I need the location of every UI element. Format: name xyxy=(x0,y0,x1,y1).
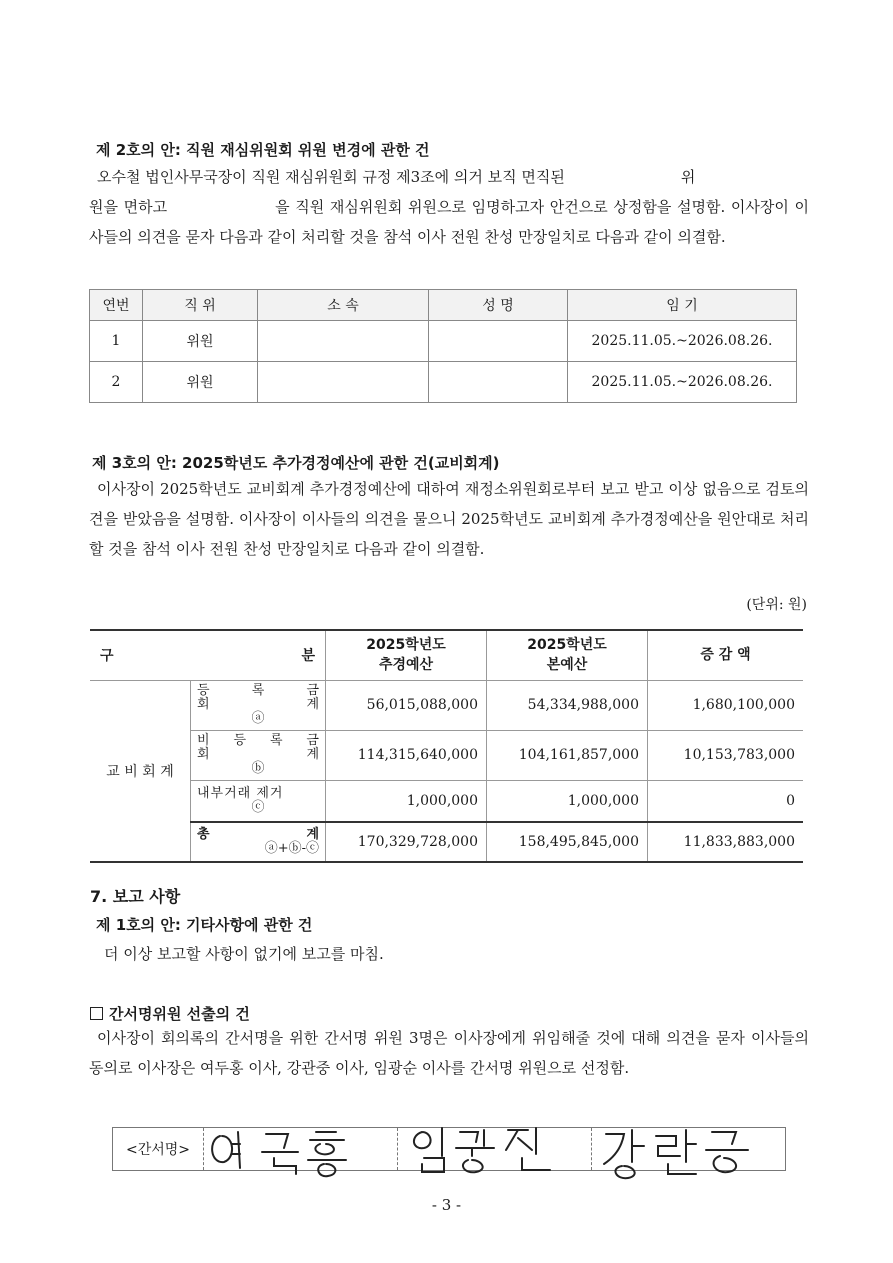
group-label: 교 비 회 계 xyxy=(90,680,191,862)
col-header-term: 임 기 xyxy=(568,290,797,321)
unit-label: (단위: 원) xyxy=(746,597,807,613)
cell-affiliation xyxy=(258,362,429,403)
cell-name xyxy=(429,362,568,403)
page-number: - 3 - xyxy=(431,1196,462,1214)
lbl: 금 xyxy=(306,733,319,748)
cell-supp: 1,000,000 xyxy=(326,780,487,822)
cell-no: 2 xyxy=(90,362,143,403)
lbl: 내부거래 제거 xyxy=(197,785,284,801)
cell-position: 위원 xyxy=(143,321,258,362)
signature-3 xyxy=(592,1128,785,1170)
signature-label: <간서명> xyxy=(113,1128,204,1170)
header-main-line1: 2025학년도 xyxy=(527,637,607,654)
cell-supp: 170,329,728,000 xyxy=(326,822,487,862)
lbl: 총 xyxy=(197,827,210,842)
handwritten-signature-2 xyxy=(398,1122,588,1180)
section7-subtitle: 제 1호의 안: 기타사항에 관한 건 xyxy=(96,916,313,934)
cell-supp: 56,015,088,000 xyxy=(326,680,487,730)
cell-main: 104,161,857,000 xyxy=(487,730,648,780)
lbl: 록 xyxy=(269,733,283,748)
handwritten-signature-3 xyxy=(592,1122,782,1180)
handwritten-signature-1 xyxy=(204,1122,394,1180)
header-category xyxy=(90,630,326,680)
row-label-tuition xyxy=(191,680,326,730)
lbl: 비 xyxy=(197,733,210,748)
signers-title xyxy=(90,1003,250,1024)
lbl: 회 xyxy=(197,697,210,712)
budget-table xyxy=(90,629,803,863)
table-row xyxy=(90,680,803,730)
cell-diff: 0 xyxy=(648,780,804,822)
cell-main: 1,000,000 xyxy=(487,780,648,822)
lbl: 계 xyxy=(306,697,319,712)
cell-main: 54,334,988,000 xyxy=(487,680,648,730)
col-header-name: 성 명 xyxy=(429,290,568,321)
cell-term: 2025.11.05.~2026.08.26. xyxy=(568,362,797,403)
item2-paragraph xyxy=(89,162,809,252)
col-header-no: 연번 xyxy=(90,290,143,321)
signature-2 xyxy=(398,1128,592,1170)
lbl: 등 xyxy=(233,733,247,748)
cell-affiliation xyxy=(258,321,429,362)
item2-text-4: 을 직원 재심위원회 위원으로 임명하고자 안건으로 상정함을 설명함. 이사장이 이사들의 의견을 묻자 다음과 같이 처리할 것을 참석 이사 전원 찬성 만장일치로 다음과 같이 의결함. xyxy=(89,198,810,246)
cell-diff: 10,153,783,000 xyxy=(648,730,804,780)
signature-row xyxy=(112,1127,786,1171)
table-row xyxy=(90,362,797,403)
signers-paragraph xyxy=(89,1023,809,1083)
item2-title: 제 2호의 안: 직원 재심위원회 위원 변경에 관한 건 xyxy=(96,141,430,159)
cell-main: 158,495,845,000 xyxy=(487,822,648,862)
header-main-line2: 본예산 xyxy=(546,657,588,674)
item3-text: 이사장이 2025학년도 교비회계 추가경정예산에 대하여 재정소위원회로부터 보고 받고 이상 없음으로 검토의견을 받았음을 설명함. 이사장이 이사들의 의견을 물으니 2025학년도 교비회계 추가경정예산을 원안대로 처리할 것을 참석 이사 전원 찬성 만장일치로 다음과 같이 의결함. xyxy=(89,480,809,558)
row-label-nontuition xyxy=(191,730,326,780)
header-supplementary xyxy=(326,630,487,680)
lbl: 계 xyxy=(306,747,319,762)
item2-text-1: 오수철 법인사무국장이 직원 재심위원회 규정 제3조에 의거 보직 면직된 xyxy=(97,168,565,186)
row-mark: ⓐ+ⓑ-ⓒ xyxy=(264,841,319,856)
signature-1 xyxy=(204,1128,398,1170)
cell-position: 위원 xyxy=(143,362,258,403)
lbl: 등 xyxy=(197,683,210,698)
signers-text: 이사장이 회의록의 간서명을 위한 간서명 위원 3명은 이사장에게 위임해줄 것에 대해 의견을 묻자 이사들의 동의로 이사장은 여두홍 이사, 강관중 이사, 임광순 이사를 간서명 위원으로 선정함. xyxy=(89,1029,809,1077)
lbl: 회 xyxy=(197,747,210,762)
header-bun: 분 xyxy=(301,648,315,665)
row-mark: ⓑ xyxy=(251,761,265,776)
col-header-affiliation: 소 속 xyxy=(258,290,429,321)
lbl: 금 xyxy=(306,683,319,698)
row-mark: ⓐ xyxy=(251,711,265,726)
section7-title: 7. 보고 사항 xyxy=(90,887,181,906)
cell-no: 1 xyxy=(90,321,143,362)
table-row xyxy=(90,780,803,822)
header-gu: 구 xyxy=(100,648,114,665)
table-row-total xyxy=(90,822,803,862)
section7-paragraph: 더 이상 보고할 사항이 없기에 보고를 마침. xyxy=(104,945,384,963)
signers-title-text: 간서명위원 선출의 건 xyxy=(109,1005,250,1023)
cell-diff: 11,833,883,000 xyxy=(648,822,804,862)
table-row xyxy=(90,730,803,780)
col-header-position: 직 위 xyxy=(143,290,258,321)
checkbox-icon xyxy=(90,1007,103,1020)
item2-text-2: 위 xyxy=(680,168,696,186)
header-difference: 증 감 액 xyxy=(648,630,804,680)
item3-paragraph xyxy=(89,474,809,564)
row-label-total xyxy=(191,822,326,862)
item2-text-3: 원을 면하고 xyxy=(89,198,168,216)
row-mark: ⓒ xyxy=(251,799,265,815)
header-supp-line1: 2025학년도 xyxy=(366,637,446,654)
table-row xyxy=(90,321,797,362)
item3-title: 제 3호의 안: 2025학년도 추가경정예산에 관한 건(교비회계) xyxy=(92,454,500,472)
lbl: 계 xyxy=(306,827,319,842)
header-main-budget xyxy=(487,630,648,680)
cell-diff: 1,680,100,000 xyxy=(648,680,804,730)
cell-name xyxy=(429,321,568,362)
committee-member-table xyxy=(89,289,797,403)
lbl: 록 xyxy=(251,683,265,698)
header-supp-line2: 추경예산 xyxy=(378,657,434,674)
cell-term: 2025.11.05.~2026.08.26. xyxy=(568,321,797,362)
cell-supp: 114,315,640,000 xyxy=(326,730,487,780)
row-label-internal xyxy=(191,780,326,822)
